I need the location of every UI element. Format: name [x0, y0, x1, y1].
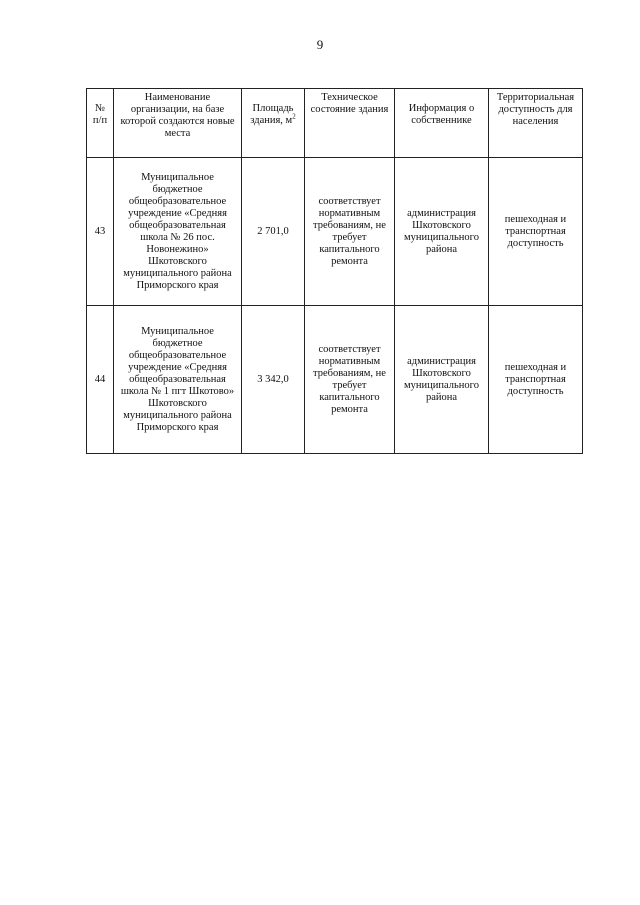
schools-table — [86, 88, 583, 454]
header-state: Техническое состояние здания — [305, 89, 395, 158]
cell-owner: администрация Шкотовского муниципального района — [395, 158, 489, 306]
cell-name: Муниципальное бюджетное общеобразовательное учреждение «Средняя общеобразовательная школа № 1 пгт Шкотово» Шкотовского муниципального района Приморского края — [114, 306, 242, 454]
cell-area: 3 342,0 — [242, 306, 305, 454]
header-area-text: Площадь здания, м — [250, 103, 294, 126]
header-owner: Информация о собственнике — [395, 89, 489, 158]
cell-num: 44 — [87, 306, 114, 454]
header-area-unit-sup: 2 — [292, 112, 296, 121]
cell-access: пешеходная и транспортная доступность — [489, 158, 583, 306]
header-access: Территориальная доступность для населения — [489, 89, 583, 158]
cell-access: пешеходная и транспортная доступность — [489, 306, 583, 454]
cell-area: 2 701,0 — [242, 158, 305, 306]
table-header-row — [87, 89, 583, 158]
cell-num: 43 — [87, 158, 114, 306]
table-row — [87, 158, 583, 306]
header-name: Наименование организации, на базе которой создаются новые места — [114, 89, 242, 158]
cell-owner: администрация Шкотовского муниципального района — [395, 306, 489, 454]
header-area — [242, 89, 305, 158]
page-number: 9 — [316, 37, 324, 52]
table-row — [87, 306, 583, 454]
cell-state: соответствует нормативным требованиям, не требует капитального ремонта — [305, 306, 395, 454]
cell-name: Муниципальное бюджетное общеобразовательное учреждение «Средняя общеобразовательная школа № 26 пос. Новонежино» Шкотовского муниципального района Приморского края — [114, 158, 242, 306]
cell-state: соответствует нормативным требованиям, не требует капитального ремонта — [305, 158, 395, 306]
header-num: № п/п — [87, 89, 114, 158]
